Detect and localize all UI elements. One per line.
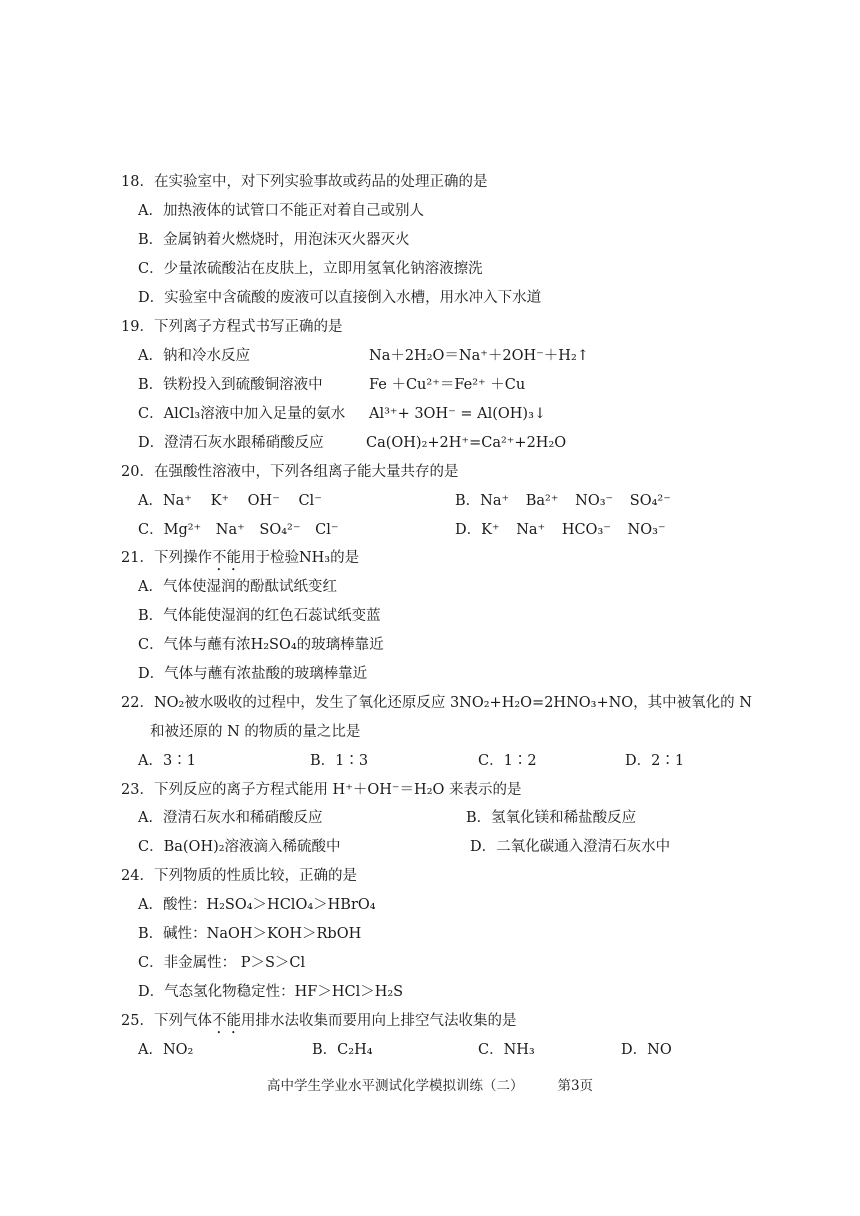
question-22-option-b: B．1∶3 bbox=[310, 753, 369, 769]
question-20-option-d: D．K⁺ Na⁺ HCO₃⁻ NO₃⁻ bbox=[455, 522, 666, 538]
question-21-option-b: B．气体能使湿润的红色石蕊试纸变蓝 bbox=[138, 608, 381, 624]
question-18-option-d: D．实验室中含硫酸的废液可以直接倒入水槽，用水冲入下水道 bbox=[138, 290, 542, 306]
question-24-stem: 24．下列物质的性质比较，正确的是 bbox=[121, 868, 357, 884]
question-22-stem-line2: 和被还原的 N 的物质的量之比是 bbox=[150, 724, 361, 740]
question-25-option-a: A．NO₂ bbox=[138, 1042, 194, 1058]
question-25-option-b: B．C₂H₄ bbox=[312, 1042, 373, 1058]
question-19-option-a-equation: Na＋2H₂O＝Na⁺＋2OH⁻＋H₂↑ bbox=[369, 348, 589, 364]
question-23-option-d: D．二氧化碳通入澄清石灰水中 bbox=[470, 839, 671, 855]
question-22-stem-line1: 22．NO₂被水吸收的过程中，发生了氧化还原反应 3NO₂+H₂O=2HNO₃+NO，其中被氧化的 N bbox=[121, 695, 752, 711]
question-21-stem: 21．下列操作不能用于检验NH₃的是 bbox=[121, 550, 360, 566]
emphasis-not: 不能 bbox=[211, 550, 241, 566]
question-19-option-b-label: B．铁粉投入到硫酸铜溶液中 bbox=[138, 377, 323, 393]
question-18-option-a: A．加热液体的试管口不能正对着自己或别人 bbox=[138, 203, 424, 219]
question-19-stem: 19．下列离子方程式书写正确的是 bbox=[121, 319, 343, 335]
question-24-option-a: A．酸性：H₂SO₄＞HClO₄＞HBrO₄ bbox=[138, 897, 376, 913]
question-18-option-c: C．少量浓硫酸沾在皮肤上，立即用氢氧化钠溶液擦洗 bbox=[138, 261, 483, 277]
question-20-option-c: C．Mg²⁺ Na⁺ SO₄²⁻ Cl⁻ bbox=[138, 522, 339, 538]
page-footer bbox=[0, 1074, 860, 1094]
question-23-option-a: A．澄清石灰水和稀硝酸反应 bbox=[138, 810, 323, 826]
question-20-option-a: A．Na⁺ K⁺ OH⁻ Cl⁻ bbox=[138, 493, 322, 509]
question-20-option-b: B．Na⁺ Ba²⁺ NO₃⁻ SO₄²⁻ bbox=[455, 493, 671, 509]
question-19-option-d-equation: Ca(OH)₂+2H⁺=Ca²⁺+2H₂O bbox=[366, 435, 567, 451]
emphasis-not: 不能 bbox=[211, 1013, 241, 1029]
question-18-stem: 18．在实验室中，对下列实验事故或药品的处理正确的是 bbox=[121, 174, 488, 190]
question-20-stem: 20．在强酸性溶液中，下列各组离子能大量共存的是 bbox=[121, 464, 459, 480]
question-22-option-a: A．3∶1 bbox=[138, 753, 196, 769]
question-21-option-a: A．气体使湿润的酚酞试纸变红 bbox=[138, 579, 337, 595]
question-23-stem: 23．下列反应的离子方程式能用 H⁺＋OH⁻＝H₂O 来表示的是 bbox=[121, 782, 522, 798]
question-23-option-b: B．氢氧化镁和稀盐酸反应 bbox=[466, 810, 637, 826]
question-24-option-d: D．气态氢化物稳定性：HF＞HCl＞H₂S bbox=[138, 984, 404, 1000]
question-19-option-d-label: D．澄清石灰水跟稀硝酸反应 bbox=[138, 435, 324, 451]
question-19-option-b-equation: Fe ＋Cu²⁺＝Fe²⁺ ＋Cu bbox=[369, 377, 526, 393]
question-25-option-c: C．NH₃ bbox=[478, 1042, 535, 1058]
footer-title: 高中学生学业水平测试化学模拟训练（二） bbox=[266, 1078, 524, 1094]
question-19-option-c-label: C．AlCl₃溶液中加入足量的氨水 bbox=[138, 406, 346, 422]
question-22-option-d: D．2∶1 bbox=[625, 753, 685, 769]
question-18-option-b: B．金属钠着火燃烧时，用泡沫灭火器灭火 bbox=[138, 232, 410, 248]
question-23-option-c: C．Ba(OH)₂溶液滴入稀硫酸中 bbox=[138, 839, 341, 855]
question-21-option-c: C．气体与蘸有浓H₂SO₄的玻璃棒靠近 bbox=[138, 637, 384, 653]
question-22-option-c: C．1∶2 bbox=[478, 753, 537, 769]
question-25-stem: 25．下列气体不能用排水法收集而要用向上排空气法收集的是 bbox=[121, 1013, 517, 1029]
question-19-option-a-label: A．钠和冷水反应 bbox=[138, 348, 250, 364]
page-number: 第3页 bbox=[557, 1078, 594, 1094]
question-24-option-b: B．碱性：NaOH＞KOH＞RbOH bbox=[138, 926, 362, 942]
question-24-option-c: C．非金属性： P＞S＞Cl bbox=[138, 955, 306, 971]
question-19-option-c-equation: Al³⁺+ 3OH⁻ = Al(OH)₃↓ bbox=[369, 406, 547, 422]
question-25-option-d: D．NO bbox=[621, 1042, 672, 1058]
question-21-option-d: D．气体与蘸有浓盐酸的玻璃棒靠近 bbox=[138, 666, 368, 682]
